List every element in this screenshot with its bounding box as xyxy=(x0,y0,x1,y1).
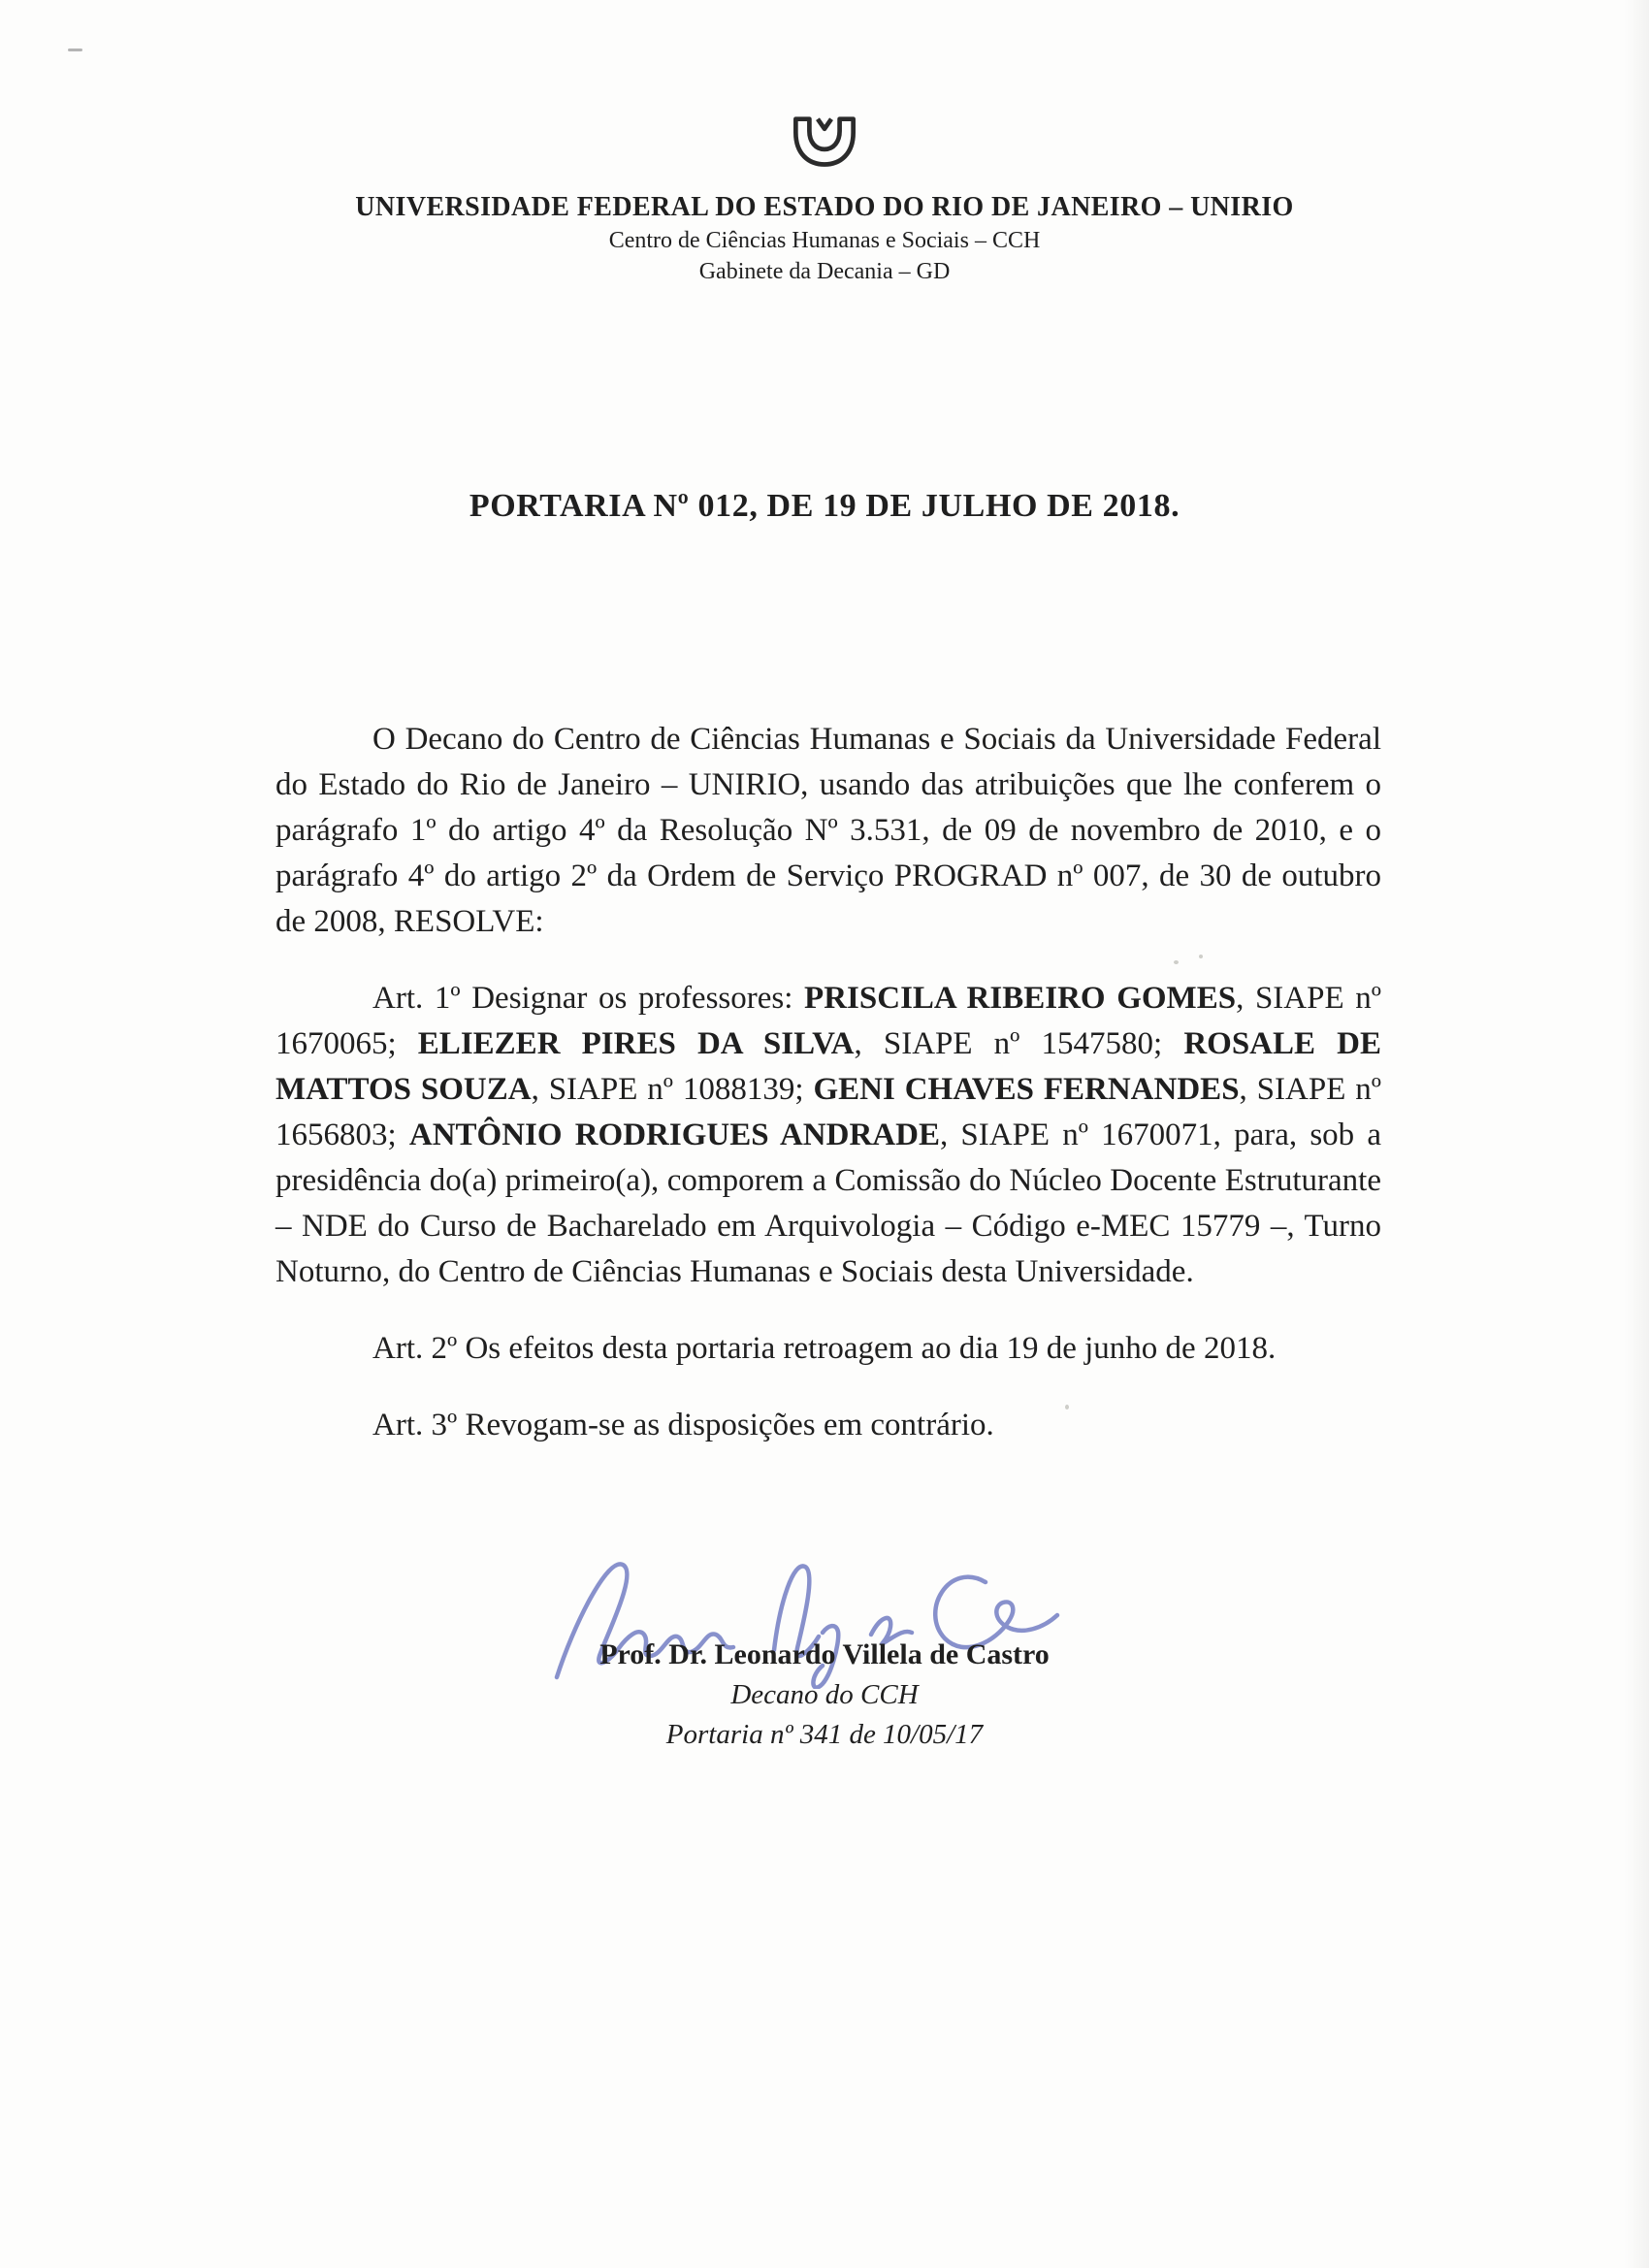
scan-speck xyxy=(1174,960,1179,964)
art1-text: , SIAPE nº 1547580; xyxy=(854,1026,1184,1061)
article-3-paragraph: Art. 3º Revogam-se as disposições em contrário. xyxy=(372,1408,994,1442)
article-2-paragraph: Art. 2º Os efeitos desta portaria retroagem ao dia 19 de junho de 2018. xyxy=(372,1331,1277,1366)
center-name: Centro de Ciências Humanas e Sociais – CCH xyxy=(608,228,1041,253)
art1-text: Art. 1º Designar os professores: xyxy=(372,981,805,1016)
document-body xyxy=(275,717,1381,1448)
professor-name: GENI CHAVES FERNANDES xyxy=(813,1072,1240,1107)
article-1-paragraph xyxy=(275,976,1381,1295)
art1-text: , SIAPE nº 1670071, para, sob a presidência do(a) primeiro(a), comporem a Comissão do Núcleo Docente Estruturante – NDE do Curso de Bacharelado em Arquivologia – Código e-MEC 15779 –, Turno Noturno, do Centro de Ciências Humanas e Sociais desta Universidade. xyxy=(275,1118,1382,1289)
office-name: Gabinete da Decania – GD xyxy=(698,259,951,284)
signer-role: Decano do CCH xyxy=(730,1679,919,1710)
signature-block xyxy=(0,1534,1649,1751)
preamble-paragraph: O Decano do Centro de Ciências Humanas e Sociais da Universidade Federal do Estado do Rio de Janeiro – UNIRIO, usando das atribuições que lhe conferem o parágrafo 1º do artigo 4º da Resolução Nº 3.531, de 09 de novembro de 2010, e o parágrafo 4º do artigo 2º da Ordem de Serviço PROGRAD nº 007, de 30 de outubro de 2008, RESOLVE: xyxy=(275,722,1381,939)
professor-name: PRISCILA RIBEIRO GOMES xyxy=(804,981,1237,1016)
scan-speck xyxy=(1199,955,1203,958)
signer-appointment: Portaria nº 341 de 10/05/17 xyxy=(665,1719,984,1750)
unirio-logo-icon xyxy=(0,114,1649,182)
document-header xyxy=(0,0,1649,286)
signer-name: Prof. Dr. Leonardo Villela de Castro xyxy=(599,1638,1050,1670)
professor-name: ELIEZER PIRES DA SILVA xyxy=(417,1026,855,1061)
scan-artifact xyxy=(68,49,82,51)
scan-speck xyxy=(1065,1405,1069,1409)
art1-text: , SIAPE nº 1656803; xyxy=(275,1072,1381,1152)
professor-name: ROSALE DE MATTOS SOUZA xyxy=(275,1026,1381,1107)
art1-text: , SIAPE nº 1088139; xyxy=(531,1072,814,1107)
university-name: UNIVERSIDADE FEDERAL DO ESTADO DO RIO DE JANEIRO – UNIRIO xyxy=(355,192,1294,222)
art1-text: , SIAPE nº 1670065; xyxy=(275,981,1382,1061)
document-title: PORTARIA Nº 012, DE 19 DE JULHO DE 2018. xyxy=(469,488,1180,524)
professor-name: ANTÔNIO RODRIGUES ANDRADE xyxy=(408,1118,940,1152)
